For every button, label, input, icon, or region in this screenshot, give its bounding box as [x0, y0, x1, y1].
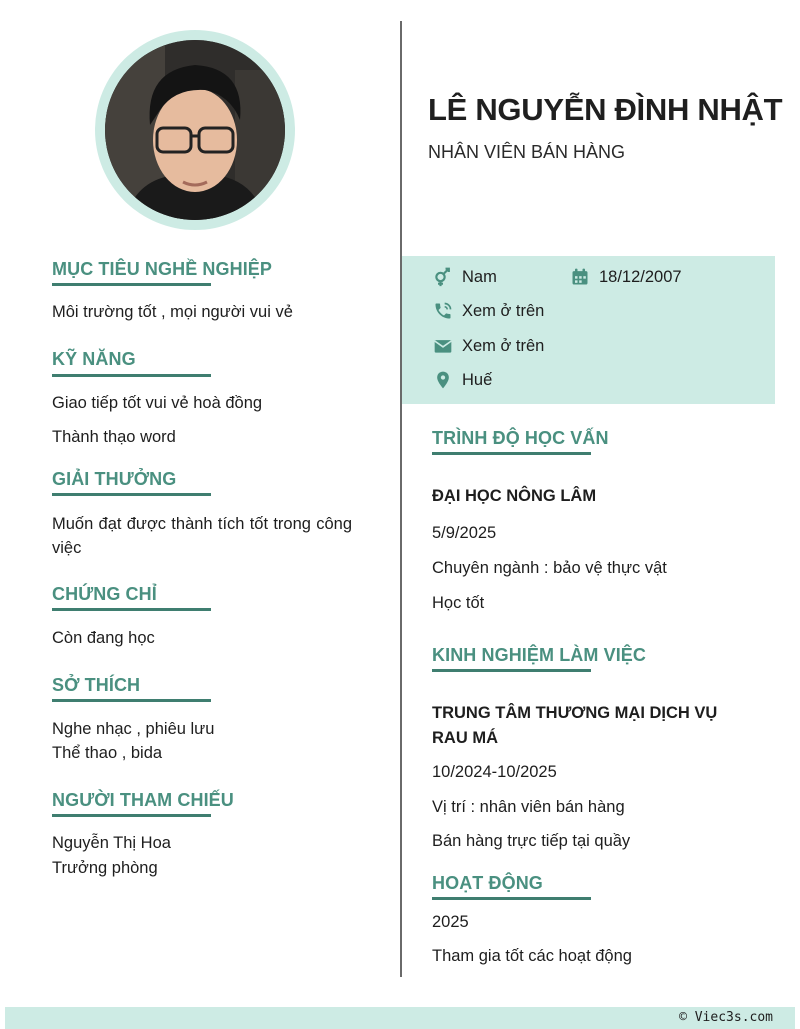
skills-title: KỸ NĂNG — [52, 349, 136, 369]
column-divider — [400, 21, 402, 977]
skill-item: Giao tiếp tốt vui vẻ hoà đồng — [52, 394, 263, 412]
calendar-icon — [569, 266, 591, 288]
education-underline — [432, 452, 591, 455]
experience-description: Bán hàng trực tiếp tại quầy — [432, 832, 631, 850]
objective-underline — [52, 283, 211, 286]
avatar-photo — [105, 40, 285, 220]
hobbies-underline — [52, 699, 211, 702]
awards-underline — [52, 493, 211, 496]
experience-underline — [432, 669, 591, 672]
experience-position: Vị trí : nhân viên bán hàng — [432, 798, 625, 816]
experience-period: 10/2024-10/2025 — [432, 763, 557, 781]
education-note: Học tốt — [432, 594, 485, 612]
references-underline — [52, 814, 211, 817]
experience-company: TRUNG TÂM THƯƠNG MẠI DỊCH VỤ RAU MÁ — [432, 704, 718, 747]
reference-role: Trưởng phòng — [52, 859, 158, 877]
job-title: NHÂN VIÊN BÁN HÀNG — [428, 142, 626, 162]
email-value: Xem ở trên — [462, 336, 545, 355]
hobby-item: Thể thao , bida — [52, 744, 163, 762]
phone-icon — [432, 300, 454, 322]
location-icon — [432, 369, 454, 391]
birthday-value: 18/12/2007 — [599, 267, 682, 286]
footer-bar — [5, 1007, 795, 1029]
gender-icon — [432, 266, 454, 288]
candidate-name: LÊ NGUYỄN ĐÌNH NHẬT — [428, 92, 783, 127]
experience-title: KINH NGHIỆM LÀM VIỆC — [432, 645, 647, 665]
objective-text: Môi trường tốt , mọi người vui vẻ — [52, 303, 293, 321]
awards-title: GIẢI THƯỞNG — [52, 469, 177, 489]
avatar-frame — [95, 30, 295, 230]
reference-name: Nguyễn Thị Hoa — [52, 834, 171, 852]
education-date: 5/9/2025 — [432, 524, 497, 542]
address-row — [432, 369, 492, 391]
email-row — [432, 335, 544, 357]
objective-title: MỤC TIÊU NGHỀ NGHIỆP — [52, 259, 273, 279]
address-value: Huế — [462, 370, 493, 389]
gender-row — [432, 266, 497, 288]
certificates-text: Còn đang học — [52, 629, 155, 647]
contact-panel — [402, 256, 775, 404]
activities-description: Tham gia tốt các hoạt động — [432, 947, 632, 965]
education-school: ĐẠI HỌC NÔNG LÂM — [432, 487, 597, 505]
gender-value: Nam — [462, 267, 497, 286]
skills-underline — [52, 374, 211, 377]
birthday-row — [569, 266, 682, 288]
references-title: NGƯỜI THAM CHIẾU — [52, 790, 234, 810]
phone-value: Xem ở trên — [462, 301, 545, 320]
skill-item: Thành thạo word — [52, 428, 176, 446]
avatar — [105, 40, 285, 220]
hobbies-title: SỞ THÍCH — [52, 675, 141, 695]
certificates-title: CHỨNG CHỈ — [52, 584, 157, 604]
footer-credit: © Viec3s.com — [679, 1010, 773, 1025]
hobby-item: Nghe nhạc , phiêu lưu — [52, 720, 215, 738]
certificates-underline — [52, 608, 211, 611]
email-icon — [432, 335, 454, 357]
activities-year: 2025 — [432, 913, 469, 931]
activities-underline — [432, 897, 591, 900]
awards-text: Muốn đạt được thành tích tốt trong công việc — [52, 515, 352, 557]
education-major: Chuyên ngành : bảo vệ thực vật — [432, 559, 667, 577]
activities-title: HOẠT ĐỘNG — [432, 873, 543, 893]
education-title: TRÌNH ĐỘ HỌC VẤN — [432, 428, 609, 448]
phone-row — [432, 300, 544, 322]
